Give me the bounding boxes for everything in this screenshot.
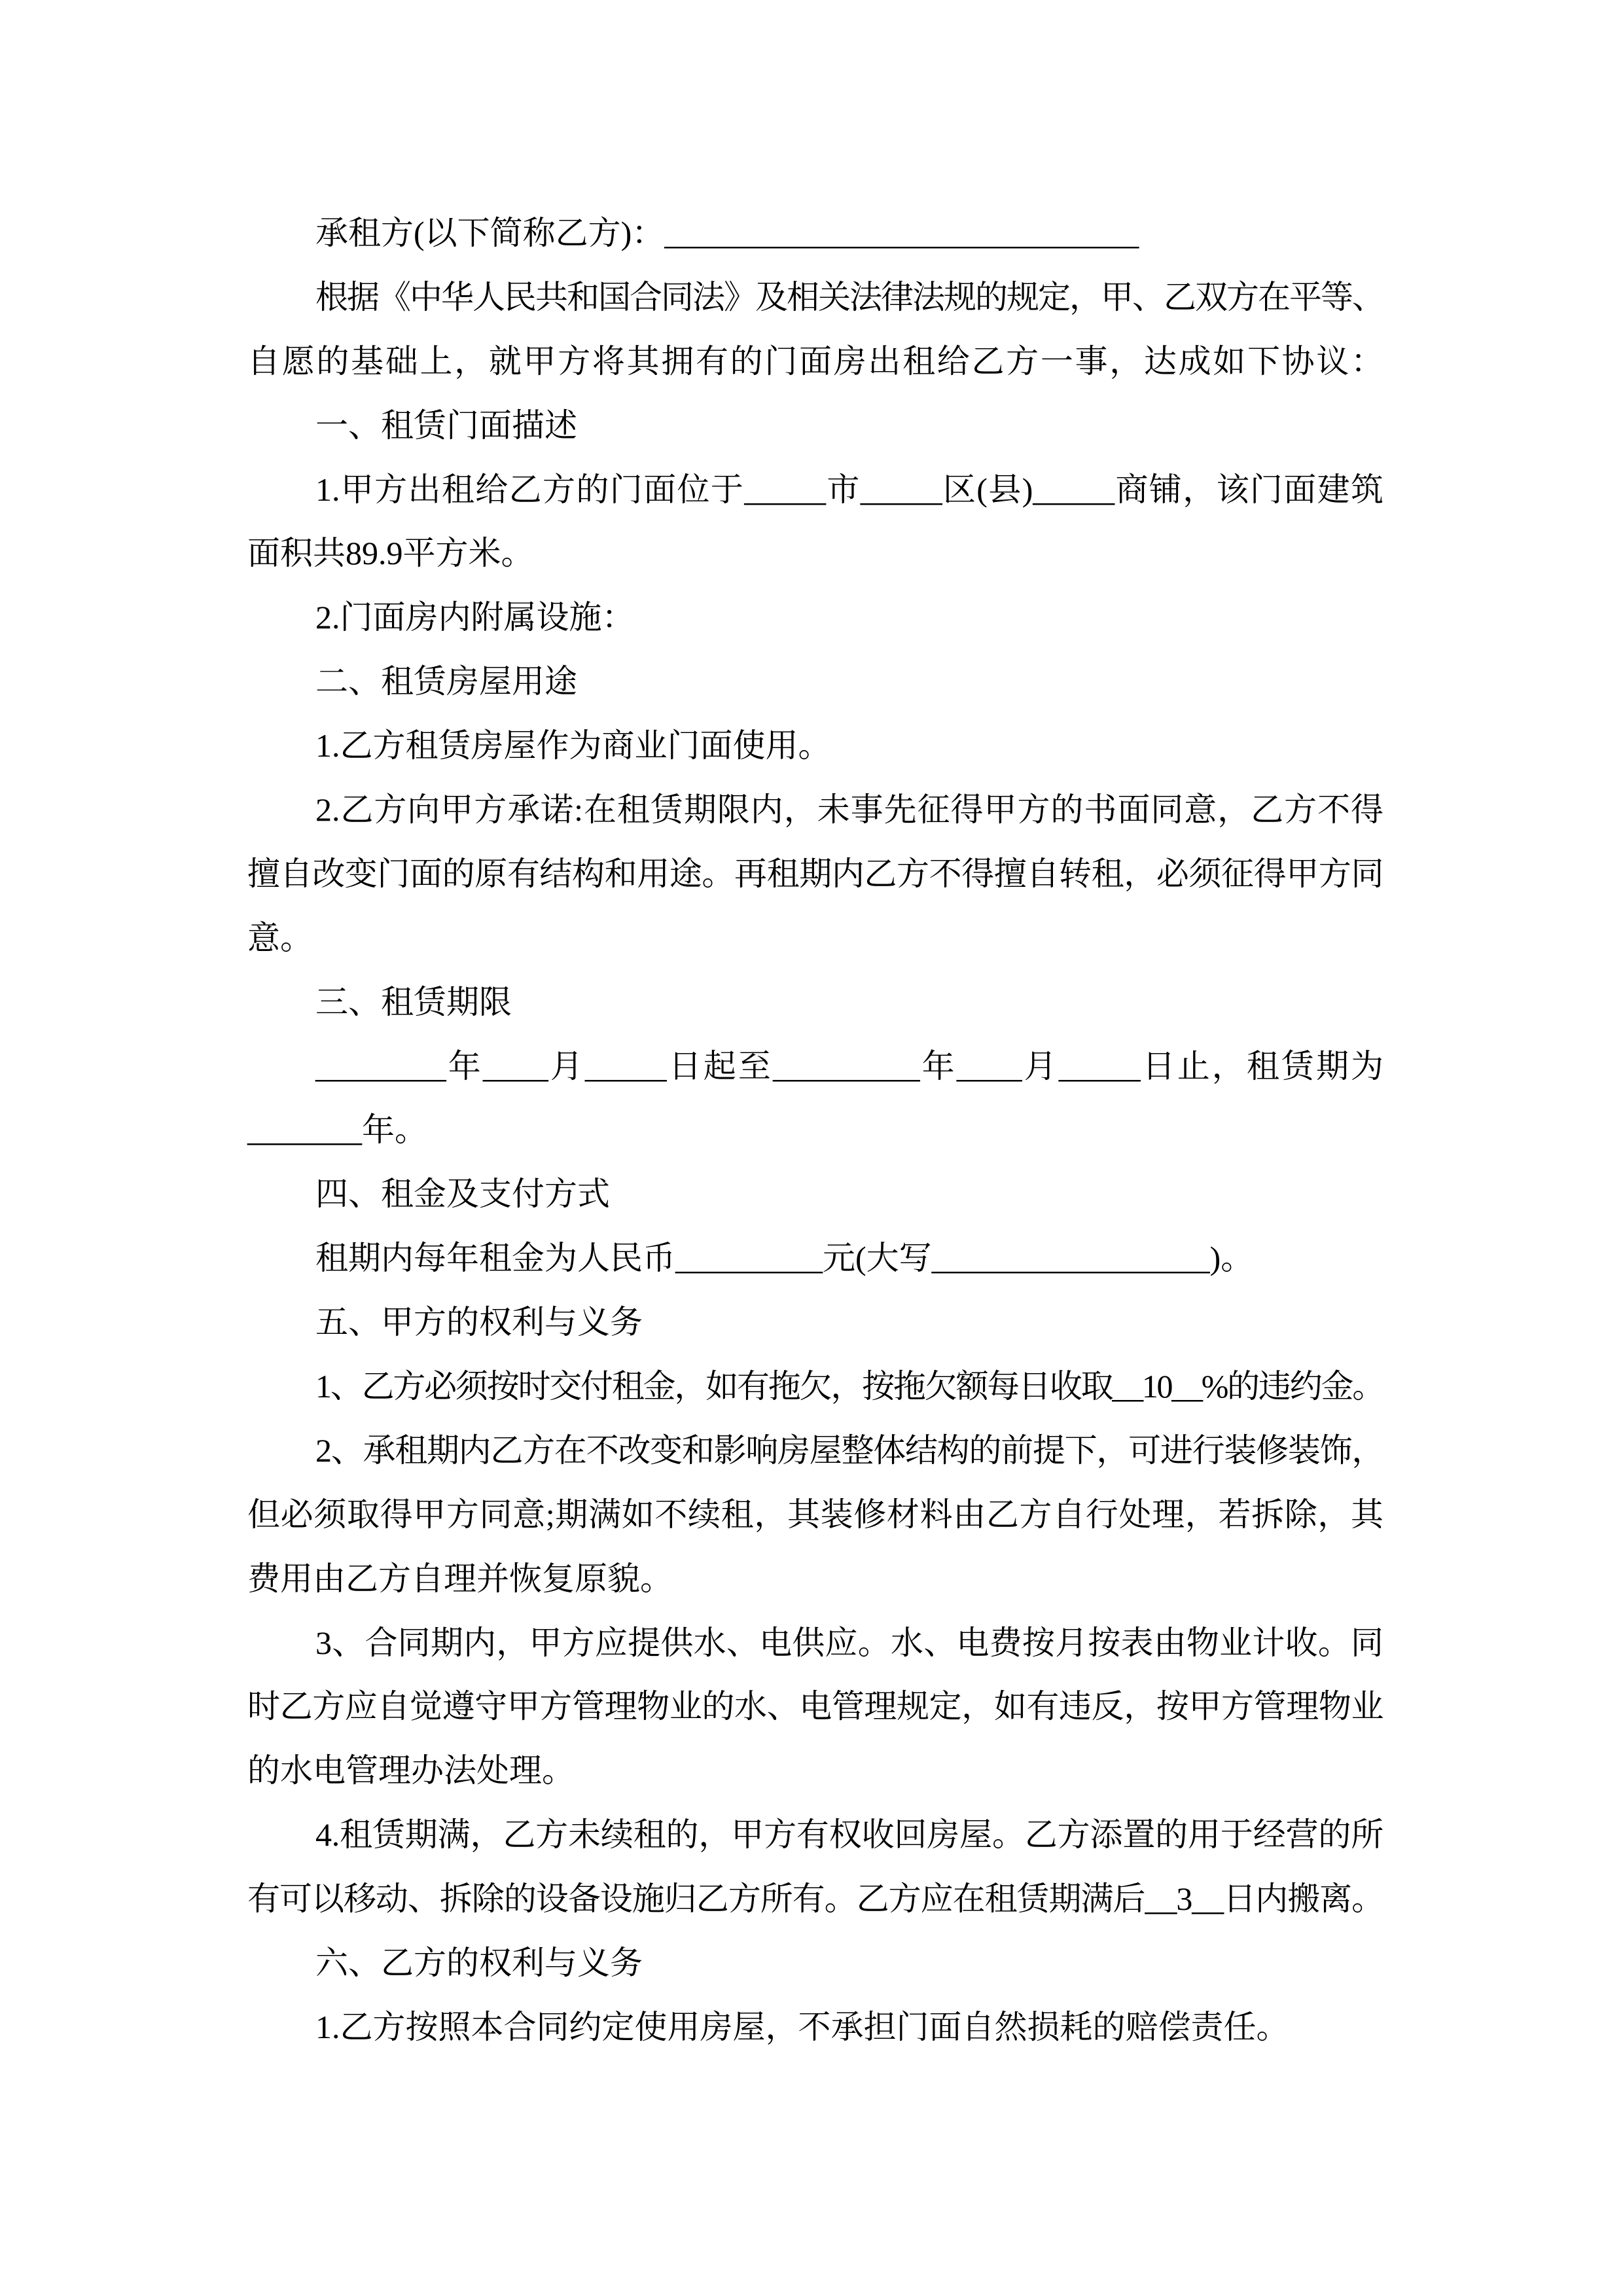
clause-line: 的水电管理办法处理。: [247, 1752, 575, 1789]
clause-line: 租期内每年租金为人民币_________元(大写_________________)。: [315, 1240, 1254, 1277]
clause-line: 1.乙方租赁房屋作为商业门面使用。: [315, 727, 831, 764]
preamble-line: 根据《中华人民共和国合同法》及相关法律法规的规定，甲、乙双方在平等、: [315, 278, 1383, 315]
clause-line: 费用由乙方自理并恢复原貌。: [247, 1560, 673, 1597]
section-heading: 六、乙方的权利与义务: [315, 1945, 643, 1982]
clause-line: 但必须取得甲方同意;期满如不续租，其装修材料由乙方自行处理，若拆除，其: [247, 1496, 1383, 1533]
clause-line: 1.乙方按照本合同约定使用房屋，不承担门面自然损耗的赔偿责任。: [315, 2008, 1289, 2045]
clause: [247, 1611, 1383, 1804]
preamble: [247, 266, 1383, 394]
section-heading: 五、甲方的权利与义务: [315, 1304, 643, 1341]
clause-line: 1、乙方必须按时交付租金，如有拖欠，按拖欠额每日收取__10__%的违约金。: [315, 1368, 1383, 1405]
clause: [247, 1803, 1383, 1931]
clause-line: _______年。: [247, 1111, 427, 1149]
clause: [247, 1355, 1383, 1419]
section-lessee-rights-obligations: [247, 1931, 1383, 2060]
section-premises-description: [247, 394, 1383, 651]
clause-line: 1.甲方出租给乙方的门面位于_____市_____区(县)_____商铺，该门面建筑: [315, 471, 1383, 508]
clause: [247, 1996, 1383, 2060]
section-rent-payment: [247, 1162, 1383, 1291]
clause-line: 4.租赁期满，乙方未续租的，甲方有权收回房屋。乙方添置的用于经营的所: [315, 1816, 1383, 1854]
section-heading: 二、租赁房屋用途: [315, 663, 577, 700]
section-lessor-rights-obligations: [247, 1291, 1383, 1931]
section-premises-use: [247, 650, 1383, 970]
clause-line: 面积共89.9平方米。: [247, 535, 534, 572]
clause: [247, 714, 1383, 778]
clause-line: 2.门面房内附属设施：: [315, 599, 635, 636]
lessee-party-line: 承租方(以下简称乙方)：_____________________________: [315, 215, 1139, 251]
clause-line: 意。: [247, 919, 313, 956]
clause-line: ________年____月_____日起至_________年____月_____日止，租赁期为: [315, 1047, 1383, 1085]
clause-line: 有可以移动、拆除的设备设施归乙方所有。乙方应在租赁期满后__3__日内搬离。: [247, 1880, 1383, 1918]
lessee-party: [247, 202, 1383, 266]
clause: [247, 586, 1383, 650]
clause-line: 时乙方应自觉遵守甲方管理物业的水、电管理规定，如有违反，按甲方管理物业: [247, 1688, 1383, 1725]
section-heading: 三、租赁期限: [315, 983, 512, 1020]
clause: [247, 778, 1383, 971]
clause-line: 2、承租期内乙方在不改变和影响房屋整体结构的前提下，可进行装修装饰，: [315, 1431, 1383, 1469]
clause: [247, 1419, 1383, 1611]
section-heading: 四、租金及支付方式: [315, 1175, 610, 1213]
clause-line: 3、合同期内，甲方应提供水、电供应。水、电费按月按表由物业计收。同: [315, 1624, 1383, 1661]
clause: [247, 458, 1383, 586]
preamble-line: 自愿的基础上，就甲方将其拥有的门面房出租给乙方一事，达成如下协议：: [247, 342, 1383, 380]
section-lease-term: [247, 971, 1383, 1163]
contract-body: [247, 202, 1383, 2060]
clause: [247, 1035, 1383, 1163]
clause: [247, 1227, 1383, 1291]
section-heading: 一、租赁门面描述: [315, 406, 577, 444]
clause-line: 2.乙方向甲方承诺:在租赁期限内，未事先征得甲方的书面同意，乙方不得: [315, 791, 1383, 829]
clause-line: 擅自改变门面的原有结构和用途。再租期内乙方不得擅自转租，必须征得甲方同: [247, 855, 1383, 892]
